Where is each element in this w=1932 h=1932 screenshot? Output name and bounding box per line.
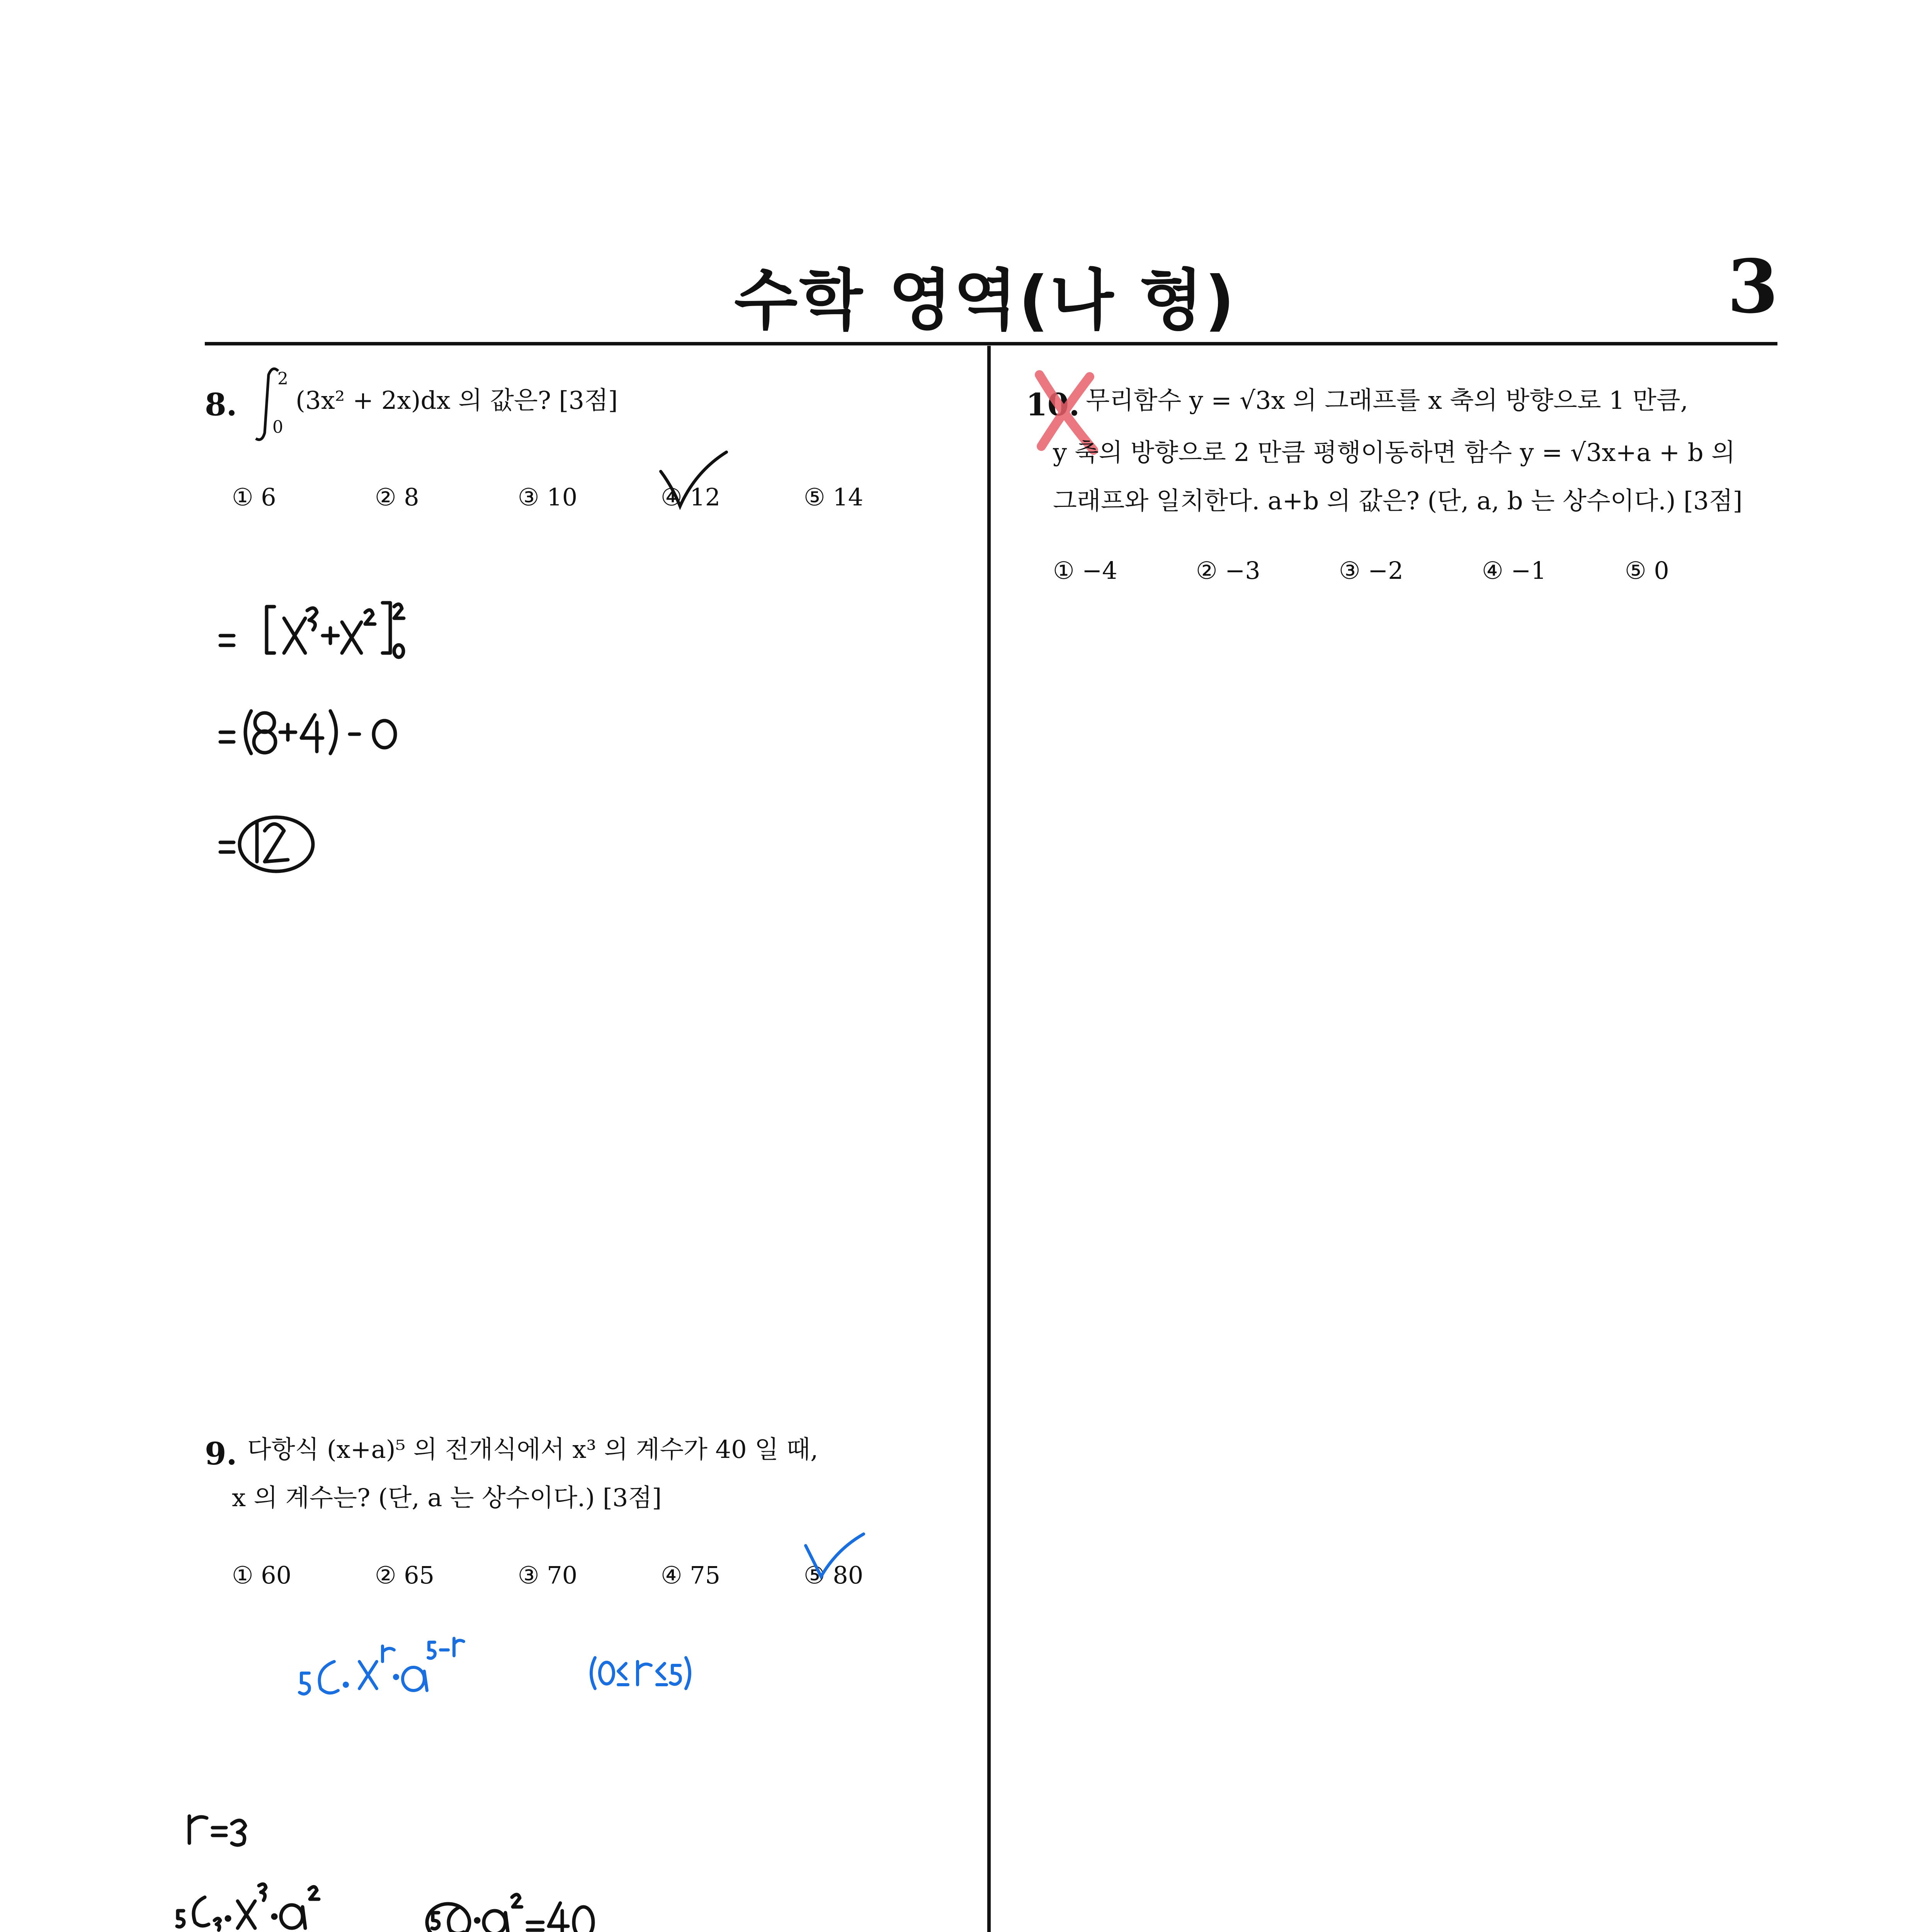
question-8-number: 8. xyxy=(205,386,237,423)
choice-3[interactable]: ③ 10 xyxy=(518,483,578,511)
question-9-number: 9. xyxy=(205,1435,237,1472)
question-10-choices xyxy=(1053,556,1748,587)
question-10-line3: 그래프와 일치한다. a+b 의 값은? (단, a, b 는 상수이다.) [3점] xyxy=(1053,487,1743,515)
choice-4[interactable]: ④ 12 xyxy=(661,483,721,511)
question-8-choices xyxy=(232,483,927,514)
question-9-line2: x 의 계수는? (단, a 는 상수이다.) [3점] xyxy=(232,1484,662,1512)
choice-5[interactable]: ⑤ 14 xyxy=(804,483,864,511)
question-10-number: 10. xyxy=(1026,386,1080,423)
question-9-line1: 다항식 (x+a)⁵ 의 전개식에서 x³ 의 계수가 40 일 때, xyxy=(247,1435,818,1464)
choice-5[interactable]: ⑤ 80 xyxy=(804,1561,864,1589)
integral-upper-limit: 2 xyxy=(277,369,288,389)
choice-4[interactable]: ④ −1 xyxy=(1482,556,1546,585)
choice-3[interactable]: ③ −2 xyxy=(1339,556,1403,585)
choice-2[interactable]: ② 8 xyxy=(375,483,419,511)
handwritten-work-q9 xyxy=(162,1634,896,1932)
column-divider xyxy=(987,346,991,1932)
choice-2[interactable]: ② −3 xyxy=(1196,556,1260,585)
question-8-text: (3x² + 2x)dx 의 값은? [3점] xyxy=(296,386,618,415)
choice-4[interactable]: ④ 75 xyxy=(661,1561,721,1589)
choice-2[interactable]: ② 65 xyxy=(375,1561,435,1589)
choice-1[interactable]: ① 6 xyxy=(232,483,276,511)
choice-1[interactable]: ① −4 xyxy=(1053,556,1117,585)
check-mark-icon xyxy=(653,448,730,518)
handwritten-work-q8 xyxy=(216,599,487,889)
header-rule xyxy=(205,342,1777,345)
question-10-line2: y 축의 방향으로 2 만큼 평행이동하면 함수 y = √3x+a + b 의 xyxy=(1053,439,1735,467)
choice-1[interactable]: ① 60 xyxy=(232,1561,292,1589)
question-8-work xyxy=(216,599,487,889)
page-number: 3 xyxy=(1727,243,1779,330)
page-title: 수학 영역(나 형) xyxy=(734,262,1236,339)
integral-lower-limit: 0 xyxy=(272,417,283,437)
choice-3[interactable]: ③ 70 xyxy=(518,1561,578,1589)
question-10-line1: 무리함수 y = √3x 의 그래프를 x 축의 방향으로 1 만큼, xyxy=(1086,386,1688,415)
check-mark-icon xyxy=(800,1530,869,1588)
question-9-work xyxy=(162,1634,896,1932)
choice-5[interactable]: ⑤ 0 xyxy=(1625,556,1669,585)
